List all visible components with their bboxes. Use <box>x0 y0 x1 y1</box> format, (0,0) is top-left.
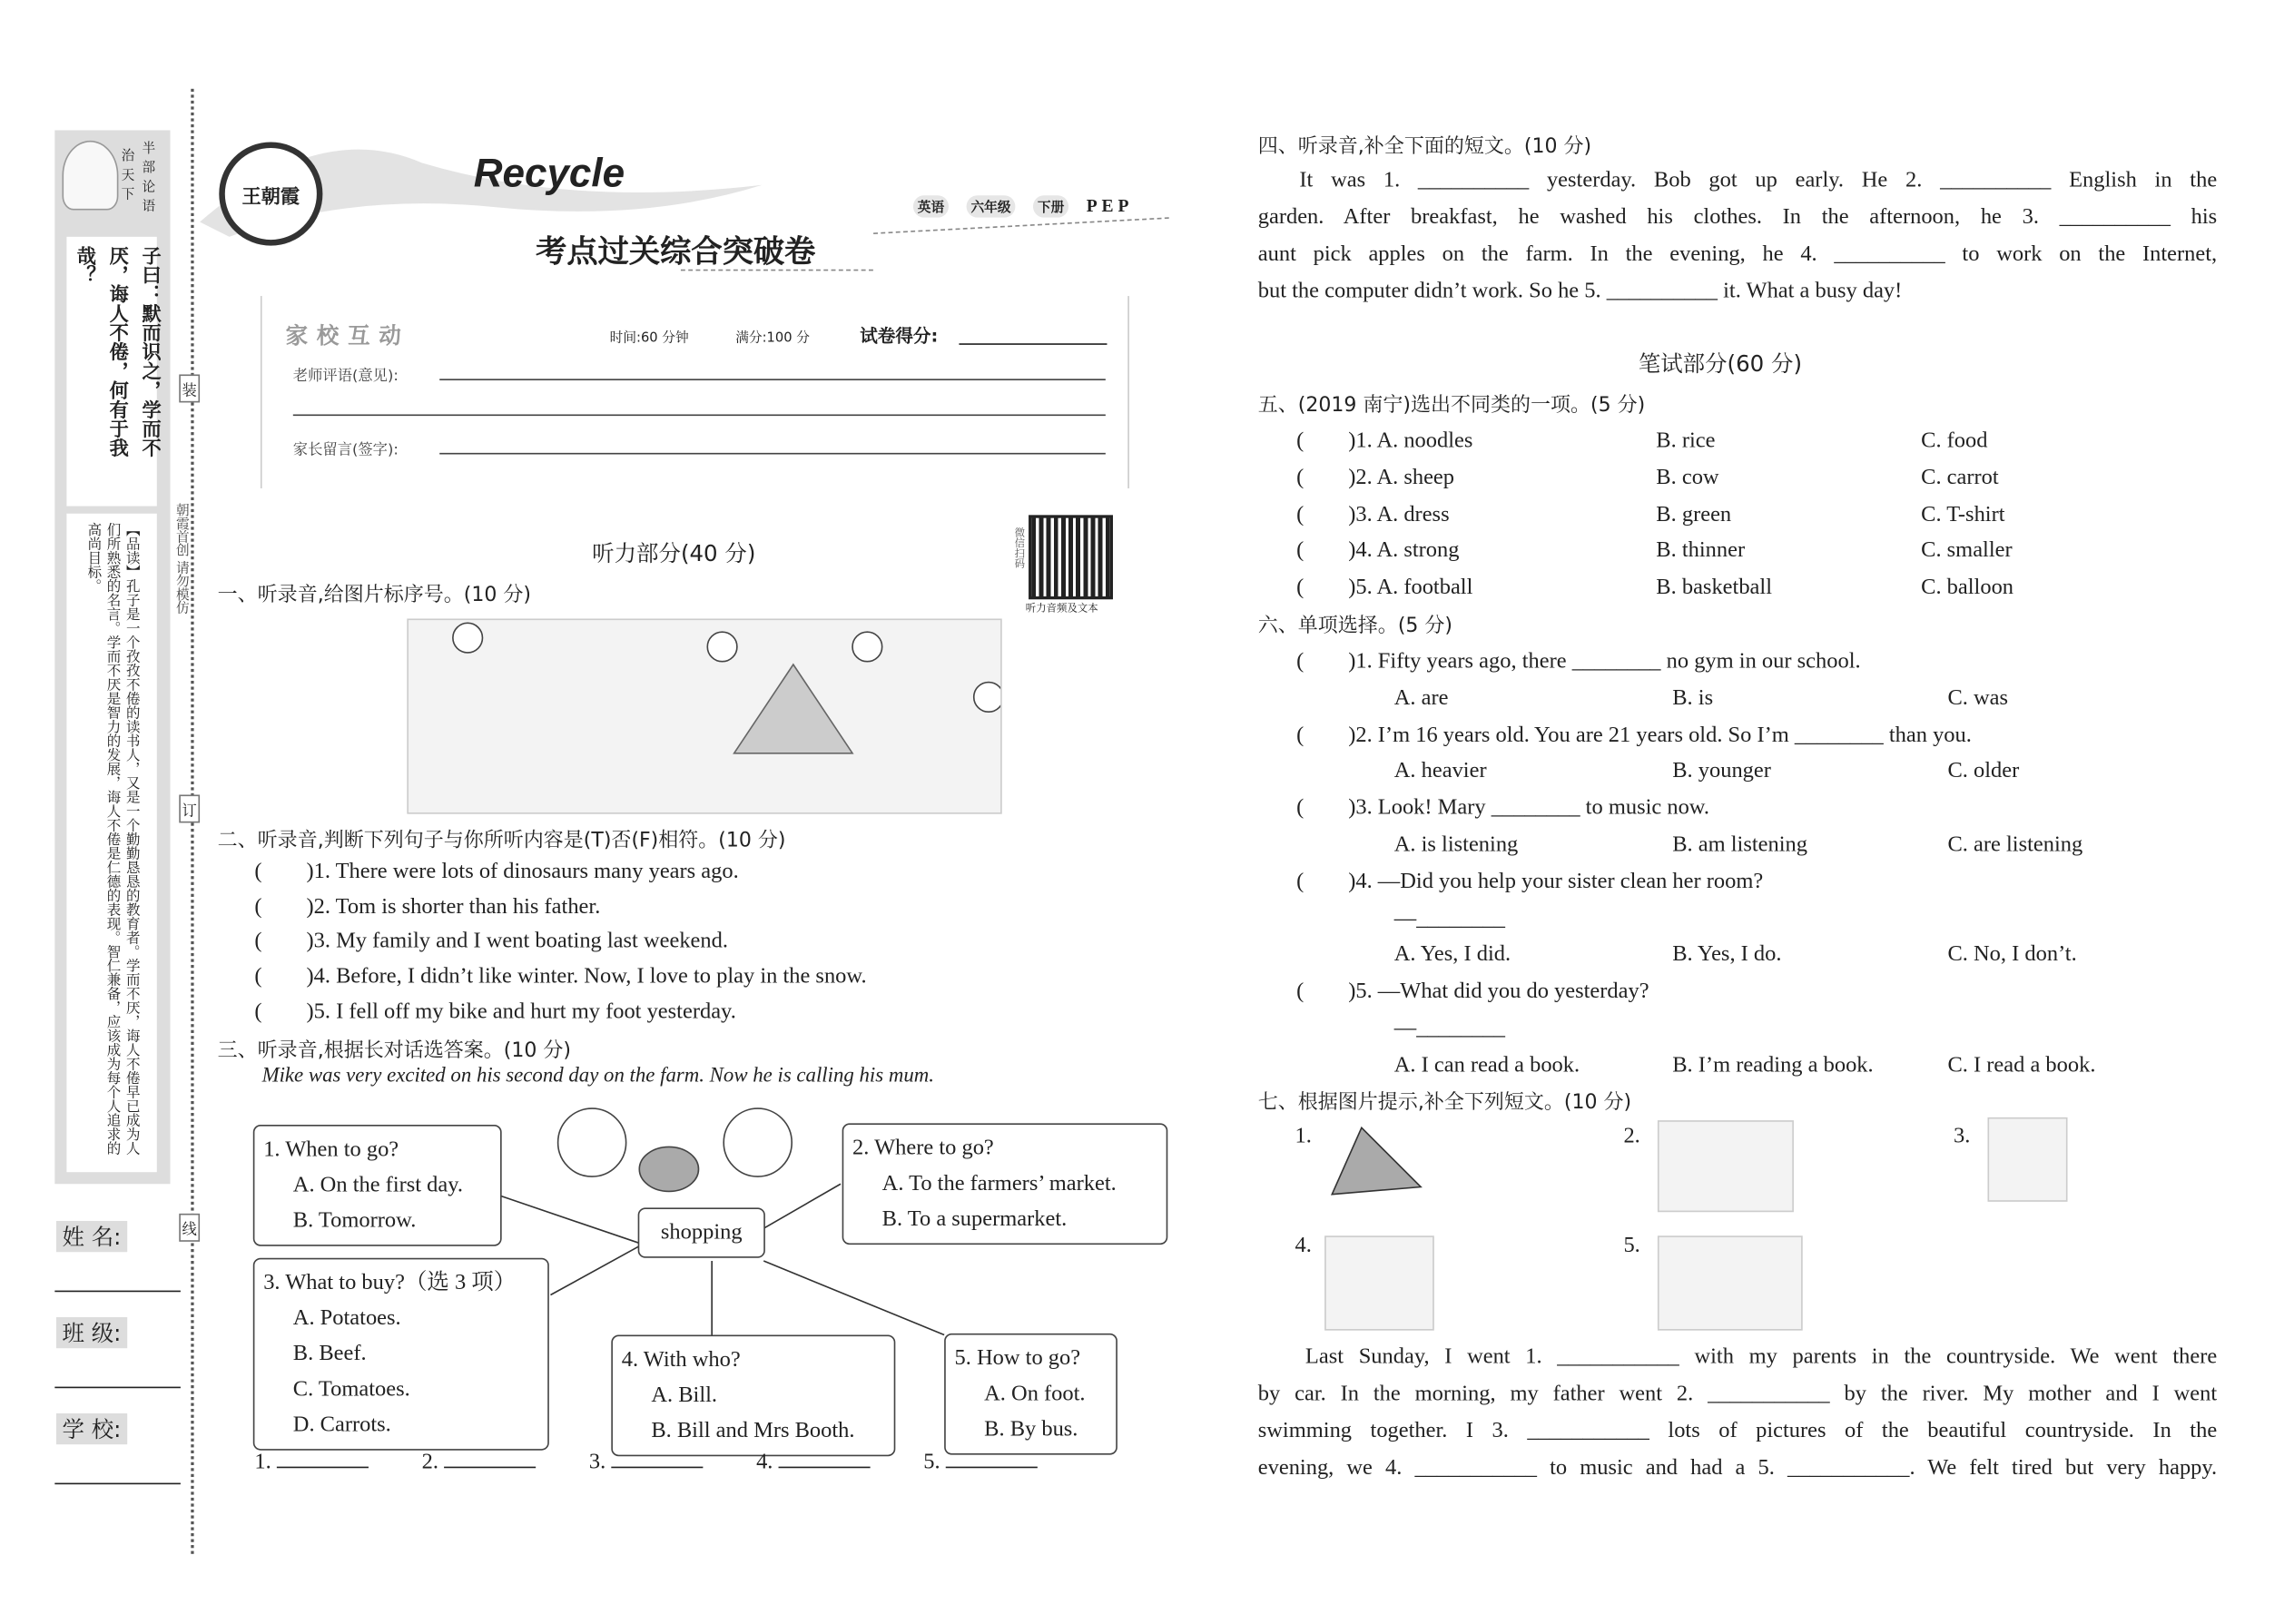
parent-comment-label: 家长留言(签字): <box>292 442 399 459</box>
answer-number: 4. <box>756 1450 773 1474</box>
mike-avatar <box>724 1108 792 1176</box>
question-box-3 <box>253 1258 549 1451</box>
score-label: 试卷得分: <box>860 325 939 347</box>
option[interactable]: B. Tomorrow. <box>292 1208 417 1234</box>
answer-slot[interactable] <box>923 1451 1090 1476</box>
answer-slot[interactable] <box>756 1451 923 1476</box>
question-box-5 <box>944 1334 1117 1455</box>
option[interactable]: A. Potatoes. <box>292 1306 401 1331</box>
mc-options[interactable]: A. heavier B. younger C. older <box>1393 759 2020 784</box>
tf-item[interactable]: ( )4. Before, I didn’t like winter. Now, I love to play in the snow. <box>254 965 867 989</box>
question: 3. What to buy?（选 3 项） <box>263 1271 517 1295</box>
mc-reply: —________ <box>1393 906 1506 930</box>
mc-options[interactable]: A. is listening B. am listening C. are listening <box>1393 832 2083 857</box>
option[interactable]: B. To a supermarket. <box>881 1207 1068 1232</box>
passage-line: but the computer didn’t work. So he 5. __________ it. What a busy day! <box>1257 280 1903 304</box>
school-label: 学 校: <box>56 1413 127 1444</box>
binding-mark: 线 <box>179 1214 200 1242</box>
question: 2. Where to go? <box>852 1137 994 1161</box>
answer-row <box>254 1451 1090 1476</box>
binding-mark: 装 <box>179 374 200 402</box>
logo-text: 王朝霞 <box>241 185 300 209</box>
answer-number: 2. <box>421 1450 438 1474</box>
tag-grade: 六年级 <box>967 195 1016 217</box>
section-7-title: 七、根据图片提示,补全下列短文。(10 分) <box>1257 1090 1632 1115</box>
motto-tag: 治天下 <box>121 149 135 203</box>
mc-reply: —________ <box>1393 1016 1506 1041</box>
mc-question: ( )3. Look! Mary ________ to music now. <box>1296 796 1709 821</box>
school-field[interactable] <box>54 1483 181 1485</box>
camera-picture <box>1987 1117 2067 1202</box>
mum-avatar <box>558 1108 626 1176</box>
answer-slot[interactable] <box>422 1451 589 1476</box>
center-node-shopping <box>638 1207 765 1257</box>
answer-slot[interactable] <box>589 1451 756 1476</box>
tf-item[interactable]: ( )3. My family and I went boating last weekend. <box>254 930 729 954</box>
question-box-1 <box>253 1125 502 1246</box>
pic-number: 2. <box>1623 1125 1640 1149</box>
tf-item[interactable]: ( )5. I fell off my bike and hurt my foot yesterday. <box>254 999 736 1024</box>
option[interactable]: A. To the farmers’ market. <box>881 1172 1117 1196</box>
section-6-list <box>1296 644 2095 1084</box>
pic-number: 1. <box>1295 1125 1312 1149</box>
section-4-title: 四、听录音,补全下面的短文。(10 分) <box>1257 134 1592 159</box>
section-5-title: 五、(2019 南宁)选出不同类的一项。(5 分) <box>1257 393 1646 418</box>
section-6-title: 六、单项选择。(5 分) <box>1257 614 1453 638</box>
section-5-list <box>1296 423 2013 606</box>
tf-item[interactable]: ( )2. Tom is shorter than his father. <box>254 894 601 919</box>
qr-caption: 听力音频及文本 <box>1025 602 1098 615</box>
section-3-title: 三、听录音,根据长对话选答案。(10 分) <box>217 1038 571 1063</box>
qr-side-label: 微信扫码 <box>1013 527 1026 569</box>
question: 1. When to go? <box>263 1137 399 1162</box>
time-limit: 时间:60 分钟 <box>609 331 689 347</box>
passage-line: by car. In the morning, my father went 2. ___________ by the river. My mother and I went <box>1257 1382 2218 1406</box>
writing-title: 笔试部分(60 分) <box>1638 350 1802 378</box>
mc-options[interactable]: A. Yes, I did. B. Yes, I do. C. No, I don’t. <box>1393 943 2077 968</box>
page-title: 考点过关综合突破卷 <box>536 233 816 270</box>
picnic-picture <box>1658 1235 1803 1330</box>
passage-line: garden. After breakfast, he washed his clothes. In the afternoon, he 3. __________ his <box>1257 205 2218 230</box>
question-box-4 <box>611 1335 895 1457</box>
tag-edition: PEP <box>1086 195 1134 217</box>
mc-question: ( )4. —Did you help your sister clean her room? <box>1296 870 1764 894</box>
question-box-2 <box>842 1123 1168 1245</box>
mind-map-lines <box>0 0 1184 1480</box>
section-2-title: 二、听录音,判断下列句子与你所听内容是(T)否(F)相符。(10 分) <box>217 828 786 853</box>
center-label: shopping <box>660 1220 743 1245</box>
pic-number: 3. <box>1953 1125 1971 1149</box>
odd-one-out-row[interactable]: ( )1. A. noodles B. rice C. food <box>1296 428 1988 453</box>
tf-item[interactable]: ( )1. There were lots of dinosaurs many years ago. <box>254 860 739 884</box>
section-1-title: 一、听录音,给图片标序号。(10 分) <box>217 583 531 607</box>
mc-question: ( )1. Fifty years ago, there ________ no gym in our school. <box>1296 649 1861 674</box>
option[interactable]: B. By bus. <box>984 1417 1078 1442</box>
mc-options[interactable]: A. I can read a book. B. I’m reading a book. C. I read a book. <box>1393 1053 2096 1078</box>
passage-line: It was 1. __________ yesterday. Bob got up early. He 2. __________ English in the <box>1299 168 2218 192</box>
section-3-intro: Mike was very excited on his second day on the farm. Now he is calling his mum. <box>261 1065 934 1088</box>
option[interactable]: A. On the first day. <box>292 1173 464 1197</box>
odd-one-out-row[interactable]: ( )2. A. sheep B. cow C. carrot <box>1296 466 1999 490</box>
option[interactable]: A. Bill. <box>651 1383 718 1408</box>
copyright-note: 朝霞首创 请勿模仿 <box>172 503 189 615</box>
option[interactable]: D. Carrots. <box>292 1412 391 1438</box>
name-label: 姓 名: <box>56 1221 127 1252</box>
binding-mark: 订 <box>179 794 200 822</box>
teacher-comment-label: 老师评语(意见): <box>292 368 399 385</box>
mc-question: ( )5. —What did you do yesterday? <box>1296 979 1649 1004</box>
passage-line: swimming together. I 3. ___________ lots of pictures of the beautiful countryside. In the <box>1257 1419 2218 1443</box>
mc-question: ( )2. I’m 16 years old. You are 21 years old. So I’m ________ than you. <box>1296 723 1972 747</box>
answer-slot[interactable] <box>254 1451 421 1476</box>
music-picture <box>1324 1235 1434 1330</box>
unit-title: Recycle <box>473 151 625 196</box>
passage-line: evening, we 4. ___________ to music and had a 5. ___________. We felt tired but very happy. <box>1257 1456 2218 1481</box>
telephone-icon <box>639 1147 698 1191</box>
odd-one-out-row[interactable]: ( )5. A. football B. basketball C. balloon <box>1296 576 2014 600</box>
home-school-banner: 家校互动 <box>285 322 410 349</box>
answer-number: 3. <box>588 1450 606 1474</box>
odd-one-out-row[interactable]: ( )4. A. strong B. thinner C. smaller <box>1296 539 2013 564</box>
quote-text: 子曰：默而识之，学而不厌，诲人不倦，何有于我哉？ <box>72 245 161 458</box>
option[interactable]: C. Tomatoes. <box>292 1377 410 1402</box>
answer-number: 5. <box>923 1450 940 1474</box>
class-label: 班 级: <box>56 1317 127 1348</box>
passage-line: Last Sunday, I went 1. ___________ with my parents in the countryside. We went there <box>1305 1344 2218 1370</box>
listening-title: 听力部分(40 分) <box>592 540 756 567</box>
passage-line: aunt pick apples on the farm. In the evening, he 4. __________ to work on the Internet, <box>1257 242 2218 267</box>
motto-tag: 半部论语 <box>142 142 156 215</box>
mc-options[interactable]: A. are B. is C. was <box>1393 686 2009 711</box>
section-4-passage <box>1258 162 2217 310</box>
pic-number: 4. <box>1295 1234 1312 1258</box>
fishing-picture <box>1658 1120 1794 1212</box>
option[interactable]: A. On foot. <box>984 1382 1086 1406</box>
pic-number: 5. <box>1623 1234 1640 1258</box>
reading-text: 【品读】孔子是一个孜孜不倦的读书人，又是一个勤勤恳恳的教育者。学而不厌，诲人不倦早已成为人们所熟悉的名言。学而不厌是智力的发展，诲人不倦是仁德的表现。智仁兼备，应该成为每个人追求的高尚目标。 <box>84 522 140 1156</box>
question: 5. How to go? <box>954 1346 1081 1371</box>
tag-volume: 下册 <box>1033 195 1068 217</box>
question: 4. With who? <box>621 1348 741 1373</box>
odd-one-out-row[interactable]: ( )3. A. dress B. green C. T-shirt <box>1296 502 2005 527</box>
option[interactable]: B. Beef. <box>292 1342 367 1366</box>
tag-subject: 英语 <box>913 195 949 217</box>
answer-number: 1. <box>254 1450 271 1474</box>
full-score: 满分:100 分 <box>735 331 810 347</box>
option[interactable]: B. Bill and Mrs Booth. <box>651 1419 855 1443</box>
section-7-passage <box>1258 1339 2217 1487</box>
tent-picture <box>1324 1120 1428 1209</box>
